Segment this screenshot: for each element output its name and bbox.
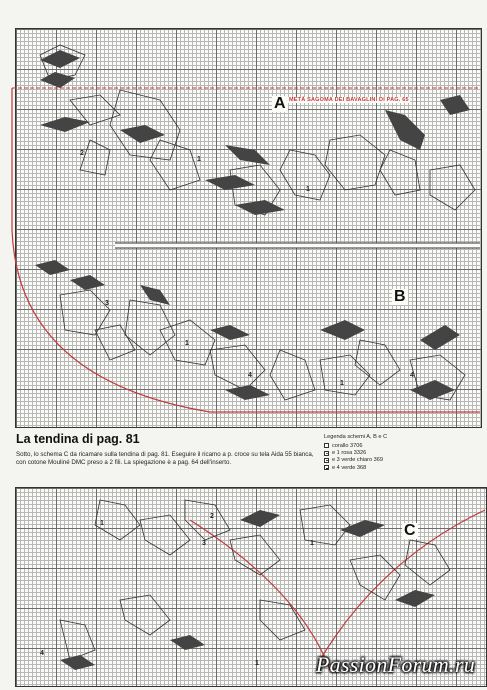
legend-item-text: e 3 verde chiaro 369 bbox=[332, 457, 383, 464]
site-watermark: PassionForum.ru bbox=[315, 652, 475, 677]
motif-number: 2 bbox=[80, 150, 84, 157]
chart-label-a: A bbox=[274, 95, 286, 112]
motif-number: 1 bbox=[197, 156, 201, 163]
motif-number: 1 bbox=[310, 540, 314, 547]
chart-label-c: C bbox=[404, 522, 416, 539]
motif-number: 1 bbox=[306, 186, 310, 193]
section-body: Sotto, lo schema C da ricamare sulla tendina di pag. 81. Eseguire il ricamo a p. croce su tela Aida 55 bianca, con cotone Mouliné DMC preso a 2 fili. La spiegazione è a pag. 64 dell'inserto. bbox=[16, 451, 314, 467]
legend-heading: Legenda schemi A, B e C bbox=[324, 434, 388, 440]
motif-number: 2 bbox=[210, 513, 214, 520]
motif-number: 3 bbox=[105, 300, 109, 307]
legend-item-text: corallo 3706 bbox=[332, 442, 363, 449]
legend-symbol bbox=[324, 443, 329, 448]
color-legend bbox=[324, 434, 474, 472]
instructions-section bbox=[10, 428, 480, 483]
motif-number: 4 bbox=[248, 372, 252, 379]
legend-item bbox=[324, 457, 474, 464]
legend-item bbox=[324, 442, 474, 449]
section-title: La tendina di pag. 81 bbox=[16, 432, 140, 446]
chart-a-caption: METÀ SAGOMA DEI BAVAGLINI DI PAG. 65 bbox=[289, 97, 409, 103]
motif-number: 1 bbox=[255, 660, 259, 667]
legend-item-text: e 4 verde 368 bbox=[332, 464, 367, 471]
motif-number: 3 bbox=[202, 540, 206, 547]
motif-number: 1 bbox=[340, 380, 344, 387]
motif-number: 4 bbox=[40, 650, 44, 657]
legend-symbol bbox=[324, 465, 329, 470]
legend-symbol bbox=[324, 451, 329, 456]
motif-number: 4 bbox=[410, 372, 414, 379]
legend-symbol bbox=[324, 458, 329, 463]
legend-item-text: e 1 rosa 3326 bbox=[332, 450, 367, 457]
motif-number: 1 bbox=[185, 340, 189, 347]
motif-number: 1 bbox=[100, 520, 104, 527]
legend-item bbox=[324, 464, 474, 471]
curtain-curve-red-line-left bbox=[190, 520, 330, 670]
legend-item bbox=[324, 449, 474, 456]
chart-label-b: B bbox=[394, 288, 406, 305]
chart-separator-ab bbox=[115, 243, 480, 248]
